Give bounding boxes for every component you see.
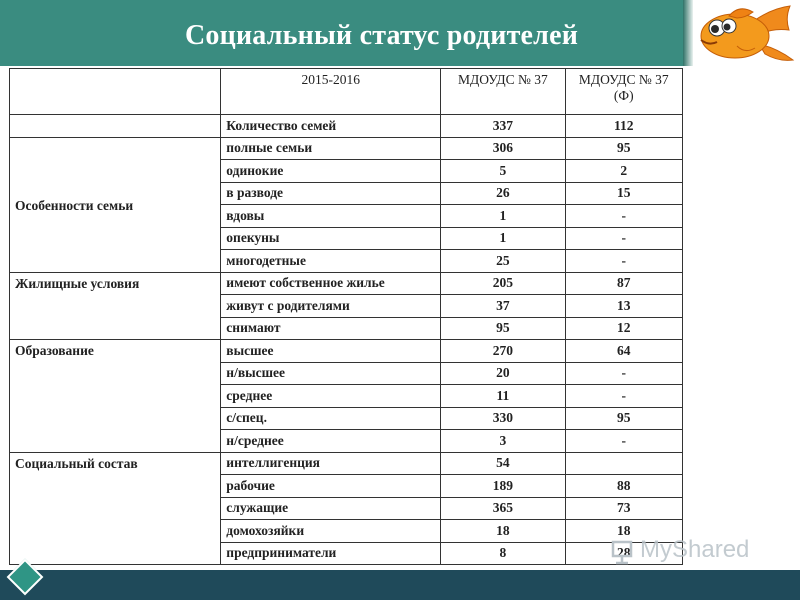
row-label: полные семьи	[221, 137, 441, 160]
row-label: живут с родителями	[221, 295, 441, 318]
row-value-37f: 28	[565, 542, 683, 565]
row-value-37f: 64	[565, 340, 683, 363]
category-social-composition: Социальный состав	[10, 452, 221, 565]
header-mdouds-37: МДОУДС № 37	[441, 69, 565, 115]
row-label: опекуны	[221, 227, 441, 250]
row-label: многодетные	[221, 250, 441, 273]
row-value-37: 270	[441, 340, 565, 363]
row-value-37f: -	[565, 385, 683, 408]
table-header-row	[10, 69, 683, 115]
table-row	[10, 272, 683, 295]
header-category	[10, 69, 221, 115]
row-label: снимают	[221, 317, 441, 340]
row-value-37f: 73	[565, 497, 683, 520]
row-value-37f: 18	[565, 520, 683, 543]
row-value-37f: -	[565, 205, 683, 228]
slide-title: Социальный статус родителей	[185, 20, 579, 51]
row-value-37: 26	[441, 182, 565, 205]
table-row	[10, 115, 683, 138]
row-value-37: 25	[441, 250, 565, 273]
title-bar-shade	[683, 0, 693, 66]
row-label: имеют собственное жилье	[221, 272, 441, 295]
category-housing: Жилищные условия	[10, 272, 221, 340]
category-family-features: Особенности семьи	[10, 137, 221, 272]
row-label: среднее	[221, 385, 441, 408]
row-label: в разводе	[221, 182, 441, 205]
row-value-37: 5	[441, 160, 565, 183]
row-label: н/среднее	[221, 430, 441, 453]
row-value-37: 365	[441, 497, 565, 520]
watermark-text: MyShared	[640, 536, 750, 563]
row-label: рабочие	[221, 475, 441, 498]
row-label: с/спец.	[221, 407, 441, 430]
table-row	[10, 340, 683, 363]
row-label: одинокие	[221, 160, 441, 183]
social-status-table	[9, 68, 683, 565]
row-value-37: 54	[441, 452, 565, 475]
row-label: высшее	[221, 340, 441, 363]
row-value-37f: -	[565, 430, 683, 453]
row-label: предприниматели	[221, 542, 441, 565]
footer-bar	[0, 570, 800, 600]
row-label: н/высшее	[221, 362, 441, 385]
row-value-37: 8	[441, 542, 565, 565]
row-value-37f: -	[565, 250, 683, 273]
row-value-37f: -	[565, 227, 683, 250]
row-value-37f: 112	[565, 115, 683, 138]
row-value-37: 20	[441, 362, 565, 385]
row-value-37: 1	[441, 227, 565, 250]
row-value-37: 205	[441, 272, 565, 295]
table-row	[10, 452, 683, 475]
row-label: интеллигенция	[221, 452, 441, 475]
row-value-37: 1	[441, 205, 565, 228]
goldfish-icon	[693, 0, 800, 66]
header-period: 2015-2016	[221, 69, 441, 115]
row-value-37: 306	[441, 137, 565, 160]
goldfish-logo	[693, 0, 800, 66]
row-value-37f: 95	[565, 407, 683, 430]
row-value-37: 18	[441, 520, 565, 543]
row-value-37f: 88	[565, 475, 683, 498]
row-label: домохозяйки	[221, 520, 441, 543]
row-value-37f: 95	[565, 137, 683, 160]
row-value-37: 95	[441, 317, 565, 340]
row-value-37f: 2	[565, 160, 683, 183]
row-value-37f: 15	[565, 182, 683, 205]
row-category	[10, 115, 221, 138]
row-value-37: 11	[441, 385, 565, 408]
header-mdouds-37-f: МДОУДС № 37 (Ф)	[565, 69, 683, 115]
row-value-37: 337	[441, 115, 565, 138]
row-value-37: 189	[441, 475, 565, 498]
category-education: Образование	[10, 340, 221, 453]
row-value-37f: 87	[565, 272, 683, 295]
row-value-37f: 13	[565, 295, 683, 318]
row-label: Количество семей	[221, 115, 441, 138]
row-value-37f: -	[565, 362, 683, 385]
table-row	[10, 137, 683, 160]
row-value-37: 330	[441, 407, 565, 430]
row-label: вдовы	[221, 205, 441, 228]
row-value-37: 37	[441, 295, 565, 318]
row-value-37f	[565, 452, 683, 475]
row-label: служащие	[221, 497, 441, 520]
row-value-37f: 12	[565, 317, 683, 340]
row-value-37: 3	[441, 430, 565, 453]
myshared-logo-icon	[610, 536, 636, 566]
